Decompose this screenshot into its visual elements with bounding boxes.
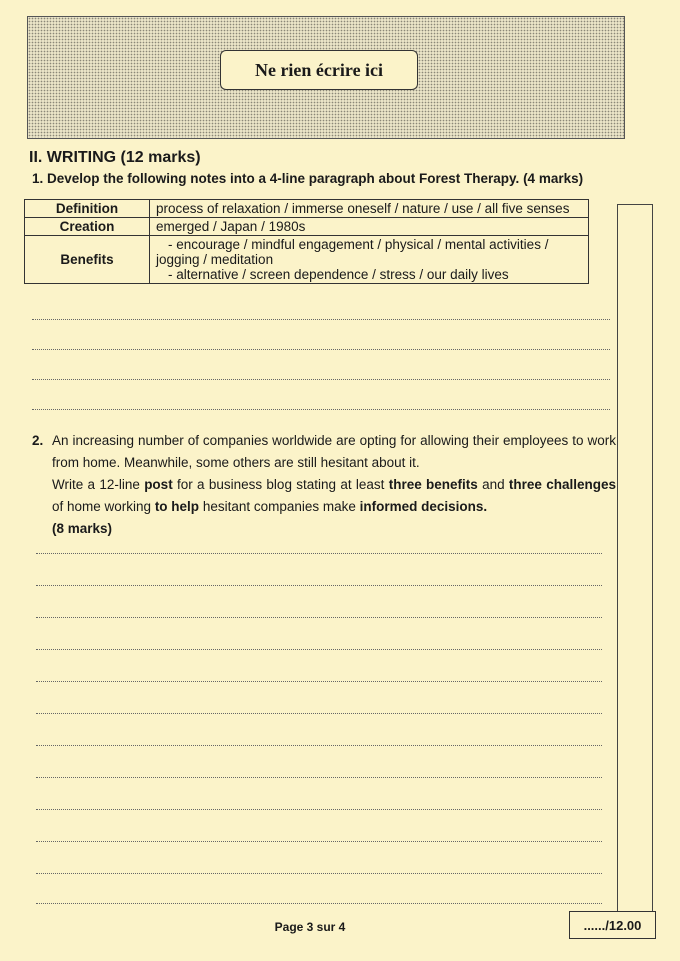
answer-line[interactable] (36, 873, 602, 874)
answer-line[interactable] (36, 777, 602, 778)
answer-line[interactable] (36, 553, 602, 554)
benefits-line-1: - encourage / mindful engagement / physical / mental activities / (168, 237, 549, 252)
definition-value: process of relaxation / immerse oneself / nature / use / all five senses (150, 200, 589, 218)
question-1-text: 1. Develop the following notes into a 4-line paragraph about Forest Therapy. (4 marks) (32, 171, 584, 186)
answer-line[interactable] (36, 617, 602, 618)
no-write-label: Ne rien écrire ici (220, 50, 418, 90)
notes-table (24, 199, 589, 284)
answer-line[interactable] (36, 903, 602, 904)
table-row (25, 218, 589, 236)
grading-margin-column (617, 204, 653, 912)
definition-label: Definition (25, 200, 150, 218)
answer-line[interactable] (32, 319, 610, 320)
benefits-value (150, 236, 589, 284)
question-2 (32, 430, 616, 540)
question-2-marks: (8 marks) (52, 521, 113, 536)
score-box: ....../12.00 (569, 911, 656, 939)
answer-line[interactable] (36, 745, 602, 746)
question-2-number: 2. (32, 433, 44, 448)
table-row (25, 236, 589, 284)
answer-line[interactable] (36, 841, 602, 842)
answer-line[interactable] (32, 349, 610, 350)
answer-line[interactable] (32, 379, 610, 380)
benefits-line-2: jogging / meditation (156, 252, 274, 267)
answer-line[interactable] (36, 809, 602, 810)
table-row (25, 200, 589, 218)
section-title: II. WRITING (12 marks) (29, 149, 201, 166)
question-2-instruction: Write a 12-line post for a business blog stating at least three benefits and three challenges of home working to help hesitant companies make informed decisions. (52, 477, 616, 514)
answer-line[interactable] (36, 681, 602, 682)
answer-line[interactable] (36, 585, 602, 586)
answer-line[interactable] (36, 649, 602, 650)
answer-line[interactable] (36, 713, 602, 714)
benefits-line-3: - alternative / screen dependence / stress / our daily lives (168, 267, 509, 282)
creation-value: emerged / Japan / 1980s (150, 218, 589, 236)
creation-label: Creation (25, 218, 150, 236)
benefits-label: Benefits (25, 236, 150, 284)
page-number: Page 3 sur 4 (274, 920, 346, 934)
question-2-intro: An increasing number of companies worldwide are opting for allowing their employees to work from home. Meanwhile, some others are still hesitant about it. (52, 433, 616, 470)
answer-line[interactable] (32, 409, 610, 410)
